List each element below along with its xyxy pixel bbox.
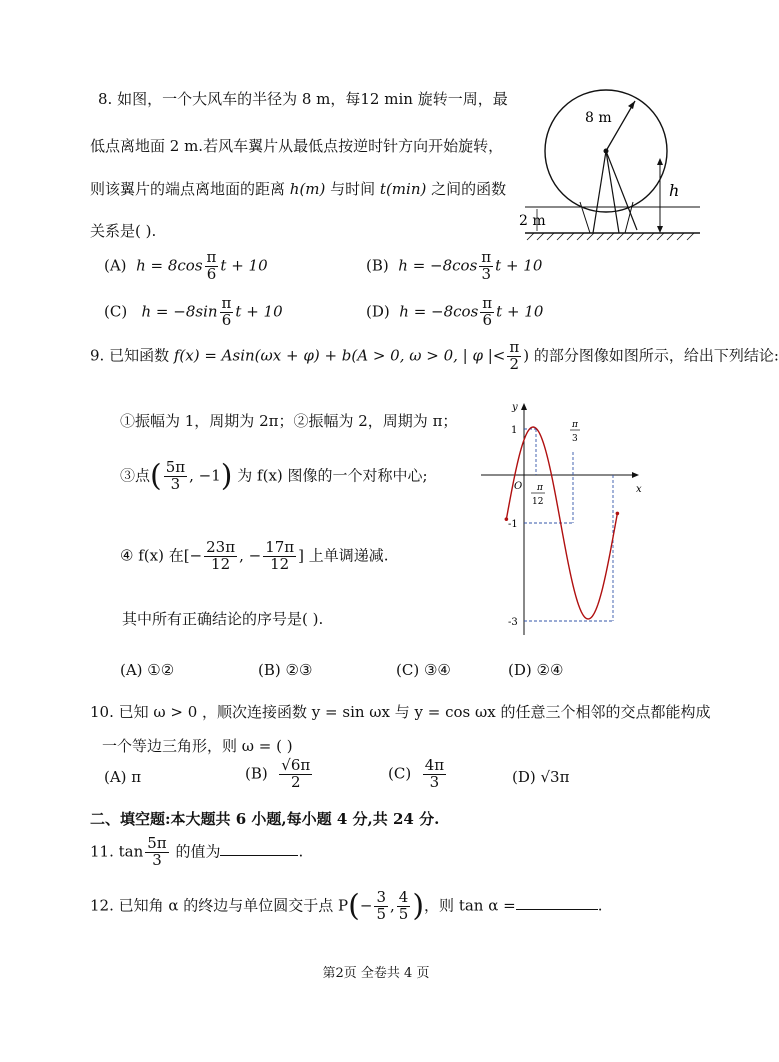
ground-hatching	[527, 233, 694, 240]
tick-x-pi-12-den: 12	[532, 497, 544, 507]
q9-option-a: (A) ①②	[120, 661, 175, 679]
q9-conclusion-1-2: ①振幅为 1，周期为 2π；②振幅为 2，周期为 π；	[120, 412, 458, 430]
tick-y-1: 1	[511, 425, 518, 436]
q8-line3: 则该翼片的端点离地面的距离 h(m) 与时间 t(min) 之间的函数	[90, 180, 507, 198]
tick-x-pi-12-num: π	[537, 483, 543, 493]
curve-endpoint-right	[616, 512, 620, 516]
x-axis-arrow	[632, 472, 639, 478]
h-label: h	[669, 181, 680, 200]
tick-y-minus-3: -3	[508, 617, 518, 628]
q8-option-d: (D) h = −8cos $\frac{\pi}{6}$ t + 10	[366, 294, 544, 329]
q10-option-d: (D) √3π	[512, 768, 570, 786]
q8-line1: 8. 如图，一个大风车的半径为 8 m，每12 min 旋转一周，最	[98, 90, 508, 108]
q8-line2: 低点离地面 2 m.若风车翼片从最低点按逆时针方向开始旋转，	[90, 137, 504, 155]
q12: 12. 已知角 α 的终边与单位圆交于点 P(− $\frac{3}{5}$ , $\frac{4}{5}$ )，则 tan α = .	[90, 888, 603, 924]
h-arrow-bottom	[657, 226, 663, 233]
q9-stem: 9. 已知函数 f(x) = Asin(ωx + φ) + b(A > 0, ω > 0, | φ |< $\frac{\pi}{2}$ ) 的部分图像如图所示，给出下列结论:	[90, 338, 779, 373]
windmill-figure	[515, 78, 705, 243]
q9-conclusion-4: ④ f(x) 在[− $\frac{23\pi}{12}$ , − $\frac{17\pi}{12}$ ] 上单调递减.	[120, 538, 389, 573]
q9-question: 其中所有正确结论的序号是( ).	[122, 610, 324, 628]
section-2-heading: 二、填空题:本大题共 6 小题,每小题 4 分,共 24 分.	[90, 810, 440, 828]
dashed-guides	[524, 429, 613, 621]
q10-line2: 一个等边三角形，则 ω = ( )	[102, 737, 293, 755]
page-footer: 第2页 全卷共 4 页	[322, 966, 430, 981]
q8-option-a: (A) h = 8cos $\frac{\pi}{6}$ t + 10	[104, 248, 268, 283]
y-axis-label: y	[512, 402, 518, 413]
q9-option-d: (D) ②④	[508, 661, 564, 679]
q9-conclusion-3: ③点( $\frac{5\pi}{3}$ , −1) 为 f(x) 图像的一个对称中心;	[120, 458, 428, 494]
q10-option-a: (A) π	[104, 768, 142, 786]
tick-x-pi-3-num: π	[572, 420, 578, 430]
h-arrow-top	[657, 158, 663, 165]
q9-option-b: (B) ②③	[258, 661, 313, 679]
ground-label: 2 m	[519, 213, 546, 229]
q8-option-c: (C) h = −8sin $\frac{\pi}{6}$ t + 10	[104, 294, 283, 329]
blade-line	[606, 151, 637, 230]
q12-answer-blank[interactable]	[516, 895, 598, 910]
radius-arrowhead	[628, 101, 635, 109]
tick-y-minus-1: -1	[508, 519, 518, 530]
x-axis-label: x	[636, 484, 642, 495]
tower-left	[593, 151, 606, 233]
q8-line4: 关系是( ).	[90, 222, 157, 240]
q10-option-c: (C) $\frac{4\pi}{3}$	[388, 756, 445, 791]
y-axis-arrow	[521, 403, 527, 410]
radius-line	[606, 101, 635, 151]
tick-x-pi-3-den: 3	[572, 434, 578, 444]
function-graph	[475, 395, 650, 640]
origin-label: O	[514, 481, 523, 492]
q9-option-c: (C) ③④	[396, 661, 451, 679]
q11: 11. tan $\frac{5\pi}{3}$ 的值为 .	[90, 834, 304, 869]
tower-right	[606, 151, 619, 233]
radius-label: 8 m	[585, 110, 612, 126]
q10-line1: 10. 已知 ω > 0 ，顺次连接函数 y = sin ωx 与 y = cos ωx 的任意三个相邻的交点都能构成	[90, 703, 711, 721]
q8-option-b: (B) h = −8cos $\frac{\pi}{3}$ t + 10	[366, 248, 543, 283]
q10-option-b: (B) $\frac{√6\pi}{2}$	[245, 756, 311, 791]
q11-answer-blank[interactable]	[220, 841, 298, 856]
